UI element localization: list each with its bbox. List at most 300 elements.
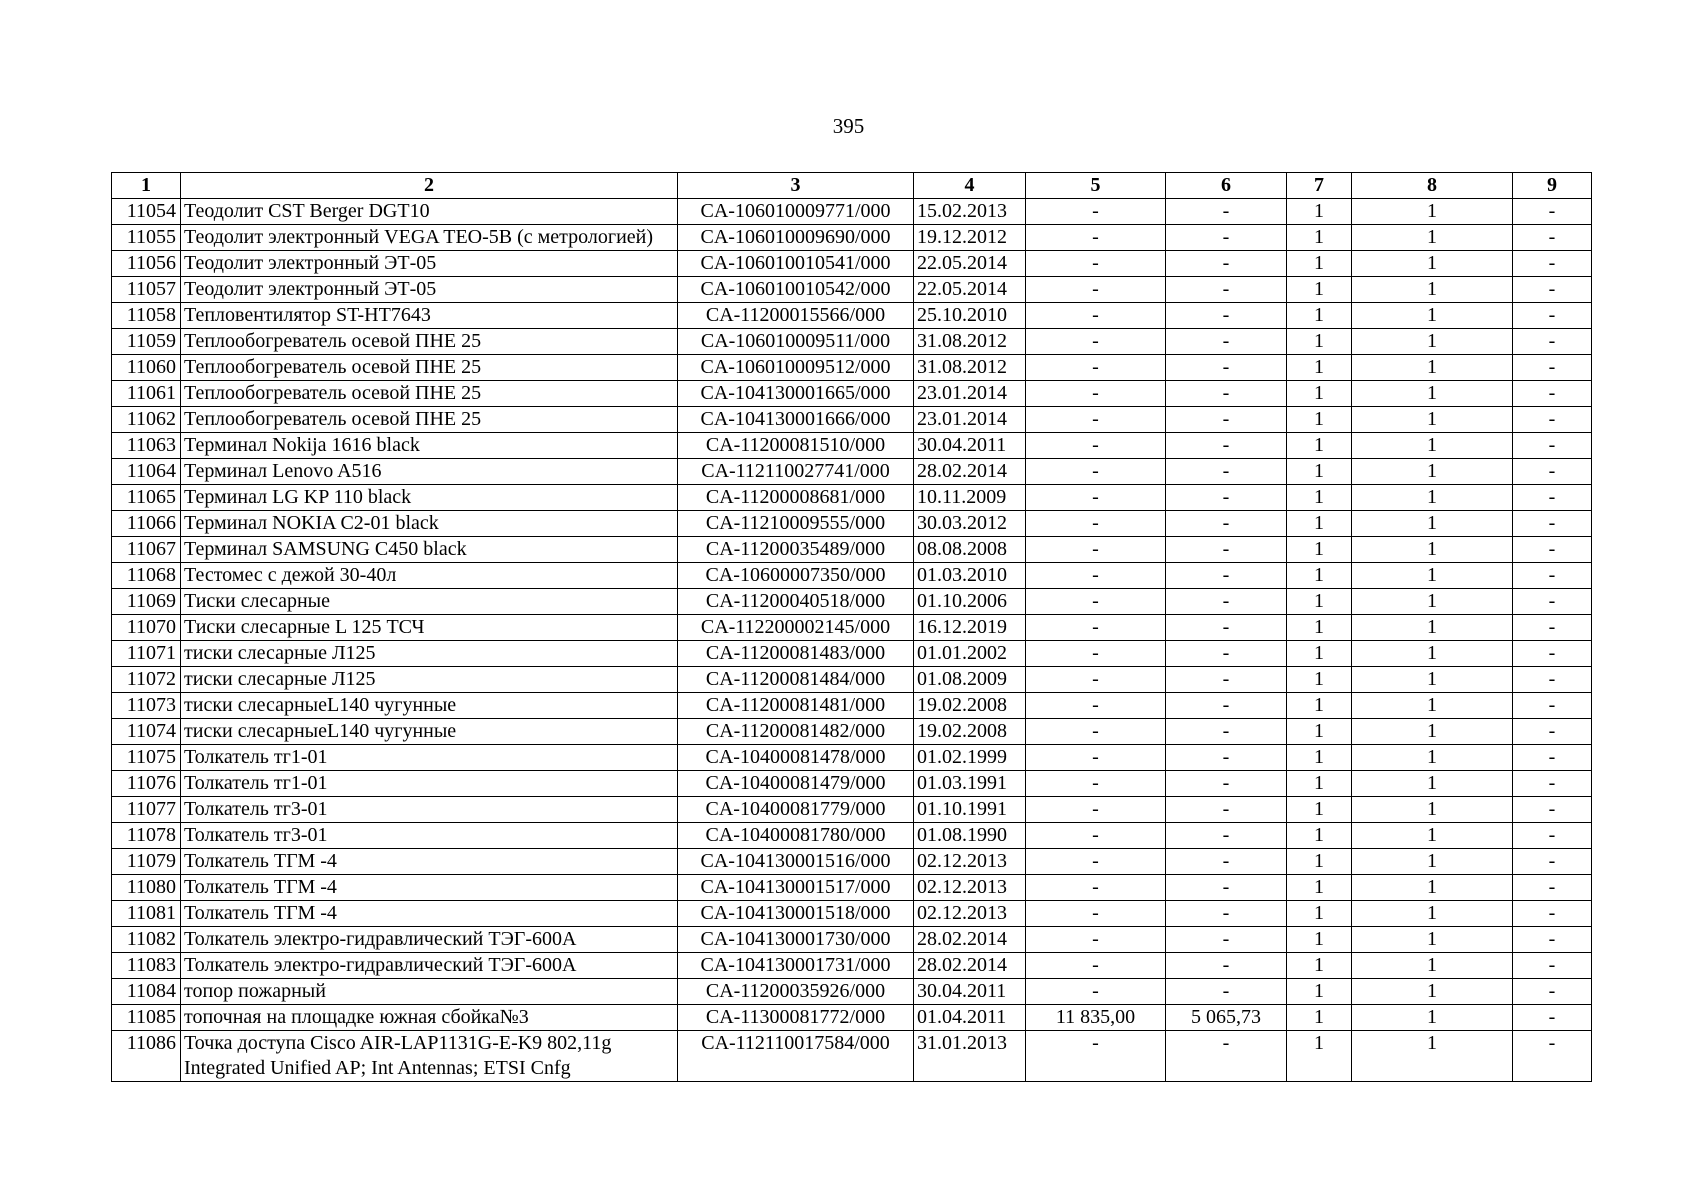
date-cell: 01.10.2006	[914, 589, 1026, 615]
table-row	[112, 823, 1592, 849]
value-cell: -	[1026, 459, 1166, 485]
value-cell: -	[1513, 719, 1592, 745]
value-cell: -	[1026, 511, 1166, 537]
value-cell: -	[1166, 303, 1287, 329]
quantity-cell: 1	[1352, 797, 1513, 823]
value-cell: -	[1026, 277, 1166, 303]
quantity-cell: 1	[1352, 511, 1513, 537]
inventory-code-cell: CA-104130001731/000	[678, 953, 914, 979]
inventory-code-cell: CA-11200015566/000	[678, 303, 914, 329]
quantity-cell: 1	[1352, 719, 1513, 745]
quantity-cell: 1	[1352, 537, 1513, 563]
quantity-cell: 1	[1352, 563, 1513, 589]
date-cell: 28.02.2014	[914, 927, 1026, 953]
value-cell: -	[1166, 693, 1287, 719]
quantity-cell: 1	[1287, 381, 1352, 407]
inventory-code-cell: CA-11200008681/000	[678, 485, 914, 511]
value-cell: -	[1166, 381, 1287, 407]
value-cell: -	[1026, 745, 1166, 771]
row-number-cell: 11076	[112, 771, 181, 797]
value-cell: -	[1513, 459, 1592, 485]
quantity-cell: 1	[1287, 485, 1352, 511]
quantity-cell: 1	[1287, 849, 1352, 875]
date-cell: 19.02.2008	[914, 719, 1026, 745]
date-cell: 30.04.2011	[914, 433, 1026, 459]
inventory-code-cell: CA-10400081780/000	[678, 823, 914, 849]
value-cell: -	[1166, 615, 1287, 641]
inventory-code-cell: CA-106010010542/000	[678, 277, 914, 303]
table-row	[112, 459, 1592, 485]
value-cell: -	[1026, 849, 1166, 875]
value-cell: -	[1166, 979, 1287, 1005]
date-cell: 23.01.2014	[914, 381, 1026, 407]
value-cell: -	[1026, 615, 1166, 641]
value-cell: -	[1166, 719, 1287, 745]
item-name-cell: Толкатель электро-гидравлический ТЭГ-600А	[181, 953, 678, 979]
row-number-cell: 11074	[112, 719, 181, 745]
item-name-cell: Терминал Nokija 1616 black	[181, 433, 678, 459]
inventory-code-cell: CA-112110027741/000	[678, 459, 914, 485]
date-cell: 08.08.2008	[914, 537, 1026, 563]
row-number-cell: 11086	[112, 1031, 181, 1082]
table-row	[112, 667, 1592, 693]
value-cell: -	[1026, 199, 1166, 225]
row-number-cell: 11063	[112, 433, 181, 459]
value-cell: -	[1513, 875, 1592, 901]
inventory-code-cell: CA-104130001518/000	[678, 901, 914, 927]
inventory-code-cell: CA-11200040518/000	[678, 589, 914, 615]
row-number-cell: 11067	[112, 537, 181, 563]
table-row	[112, 849, 1592, 875]
item-name-cell: Терминал NOKIA C2-01 black	[181, 511, 678, 537]
item-name-cell: Толкатель тг3-01	[181, 797, 678, 823]
row-number-cell: 11062	[112, 407, 181, 433]
row-number-cell: 11084	[112, 979, 181, 1005]
column-header: 8	[1352, 173, 1513, 199]
row-number-cell: 11057	[112, 277, 181, 303]
value-cell: -	[1026, 927, 1166, 953]
value-cell: -	[1166, 823, 1287, 849]
item-name-cell: Толкатель ТГМ -4	[181, 849, 678, 875]
value-cell: -	[1166, 953, 1287, 979]
inventory-code-cell: CA-112200002145/000	[678, 615, 914, 641]
inventory-code-cell: CA-11300081772/000	[678, 1005, 914, 1031]
inventory-code-cell: CA-11200081510/000	[678, 433, 914, 459]
quantity-cell: 1	[1352, 849, 1513, 875]
quantity-cell: 1	[1352, 459, 1513, 485]
value-cell: -	[1513, 771, 1592, 797]
value-cell: -	[1513, 277, 1592, 303]
page-number: 395	[832, 114, 865, 138]
value-cell: -	[1166, 797, 1287, 823]
value-cell: -	[1513, 667, 1592, 693]
inventory-code-cell: CA-10600007350/000	[678, 563, 914, 589]
value-cell: -	[1026, 407, 1166, 433]
quantity-cell: 1	[1352, 823, 1513, 849]
quantity-cell: 1	[1287, 693, 1352, 719]
value-cell: -	[1513, 641, 1592, 667]
date-cell: 31.08.2012	[914, 329, 1026, 355]
quantity-cell: 1	[1287, 1031, 1352, 1082]
date-cell: 01.10.1991	[914, 797, 1026, 823]
quantity-cell: 1	[1352, 927, 1513, 953]
value-cell: -	[1026, 563, 1166, 589]
value-cell: -	[1166, 407, 1287, 433]
quantity-cell: 1	[1287, 901, 1352, 927]
table-row	[112, 511, 1592, 537]
quantity-cell: 1	[1287, 355, 1352, 381]
row-number-cell: 11072	[112, 667, 181, 693]
value-cell: -	[1513, 1031, 1592, 1082]
value-cell: -	[1026, 1031, 1166, 1082]
column-header: 5	[1026, 173, 1166, 199]
row-number-cell: 11058	[112, 303, 181, 329]
row-number-cell: 11080	[112, 875, 181, 901]
quantity-cell: 1	[1287, 277, 1352, 303]
quantity-cell: 1	[1287, 407, 1352, 433]
value-cell: -	[1513, 849, 1592, 875]
date-cell: 01.03.1991	[914, 771, 1026, 797]
value-cell: -	[1513, 381, 1592, 407]
item-name-cell: Тепловентилятор ST-HT7643	[181, 303, 678, 329]
value-cell: -	[1513, 511, 1592, 537]
table-row	[112, 927, 1592, 953]
row-number-cell: 11085	[112, 1005, 181, 1031]
value-cell: -	[1513, 797, 1592, 823]
quantity-cell: 1	[1287, 433, 1352, 459]
quantity-cell: 1	[1352, 901, 1513, 927]
quantity-cell: 1	[1287, 641, 1352, 667]
date-cell: 22.05.2014	[914, 277, 1026, 303]
item-name-cell: топор пожарный	[181, 979, 678, 1005]
value-cell: -	[1166, 537, 1287, 563]
value-cell: -	[1026, 953, 1166, 979]
date-cell: 02.12.2013	[914, 901, 1026, 927]
value-cell: -	[1166, 875, 1287, 901]
column-header: 9	[1513, 173, 1592, 199]
inventory-code-cell: CA-104130001516/000	[678, 849, 914, 875]
item-name-cell: Толкатель ТГМ -4	[181, 901, 678, 927]
value-cell: -	[1513, 355, 1592, 381]
item-name-cell: Толкатель ТГМ -4	[181, 875, 678, 901]
table-row	[112, 381, 1592, 407]
inventory-code-cell: CA-106010009512/000	[678, 355, 914, 381]
value-cell: -	[1026, 875, 1166, 901]
table-body	[112, 199, 1592, 1082]
quantity-cell: 1	[1352, 875, 1513, 901]
item-name-cell: Теодолит электронный ЭТ-05	[181, 277, 678, 303]
registry-table	[111, 172, 1592, 1082]
value-cell: -	[1026, 771, 1166, 797]
column-header: 3	[678, 173, 914, 199]
quantity-cell: 1	[1287, 875, 1352, 901]
value-cell: -	[1513, 927, 1592, 953]
row-number-cell: 11055	[112, 225, 181, 251]
row-number-cell: 11061	[112, 381, 181, 407]
item-name-cell: Теодолит электронный ЭТ-05	[181, 251, 678, 277]
date-cell: 01.03.2010	[914, 563, 1026, 589]
item-name-cell: Теплообогреватель осевой ПНЕ 25	[181, 381, 678, 407]
item-name-cell: Тестомес с дежой 30-40л	[181, 563, 678, 589]
inventory-code-cell: CA-104130001666/000	[678, 407, 914, 433]
row-number-cell: 11083	[112, 953, 181, 979]
quantity-cell: 1	[1287, 719, 1352, 745]
table-row	[112, 1031, 1592, 1082]
table-row	[112, 251, 1592, 277]
row-number-cell: 11079	[112, 849, 181, 875]
value-cell: -	[1166, 485, 1287, 511]
date-cell: 01.08.1990	[914, 823, 1026, 849]
value-cell: -	[1026, 797, 1166, 823]
inventory-code-cell: CA-10400081479/000	[678, 771, 914, 797]
quantity-cell: 1	[1352, 407, 1513, 433]
quantity-cell: 1	[1352, 979, 1513, 1005]
quantity-cell: 1	[1352, 1005, 1513, 1031]
quantity-cell: 1	[1352, 745, 1513, 771]
table-row	[112, 303, 1592, 329]
item-name-cell: тиски слесарные Л125	[181, 641, 678, 667]
table-row	[112, 225, 1592, 251]
item-name-cell: Терминал SAMSUNG C450 black	[181, 537, 678, 563]
item-name-cell: Теплообогреватель осевой ПНЕ 25	[181, 329, 678, 355]
value-cell: -	[1513, 615, 1592, 641]
column-header: 6	[1166, 173, 1287, 199]
value-cell: -	[1166, 589, 1287, 615]
value-cell: -	[1026, 693, 1166, 719]
item-name-cell: Теодолит CST Berger DGT10	[181, 199, 678, 225]
value-cell: -	[1513, 901, 1592, 927]
value-cell: -	[1026, 485, 1166, 511]
date-cell: 28.02.2014	[914, 953, 1026, 979]
value-cell: -	[1513, 407, 1592, 433]
value-cell: -	[1166, 641, 1287, 667]
item-name-cell: Точка доступа Cisco AIR-LAP1131G-E-K9 802,11g Integrated Unified AP; Int Antennas; ETSI Cnfg	[181, 1031, 678, 1082]
table-row	[112, 745, 1592, 771]
value-cell: -	[1166, 901, 1287, 927]
row-number-cell: 11060	[112, 355, 181, 381]
quantity-cell: 1	[1352, 615, 1513, 641]
value-cell: 5 065,73	[1166, 1005, 1287, 1031]
date-cell: 01.02.1999	[914, 745, 1026, 771]
quantity-cell: 1	[1287, 459, 1352, 485]
value-cell: -	[1166, 667, 1287, 693]
table-row	[112, 277, 1592, 303]
value-cell: -	[1513, 589, 1592, 615]
row-number-cell: 11054	[112, 199, 181, 225]
value-cell: -	[1166, 329, 1287, 355]
quantity-cell: 1	[1287, 537, 1352, 563]
quantity-cell: 1	[1287, 511, 1352, 537]
value-cell: -	[1513, 1005, 1592, 1031]
quantity-cell: 1	[1287, 771, 1352, 797]
quantity-cell: 1	[1287, 225, 1352, 251]
date-cell: 01.01.2002	[914, 641, 1026, 667]
value-cell: -	[1513, 303, 1592, 329]
item-name-cell: Толкатель тг1-01	[181, 771, 678, 797]
row-number-cell: 11064	[112, 459, 181, 485]
item-name-cell: Теодолит электронный VEGA TEO-5B (с метрологией)	[181, 225, 678, 251]
quantity-cell: 1	[1287, 979, 1352, 1005]
inventory-code-cell: CA-10400081779/000	[678, 797, 914, 823]
row-number-cell: 11071	[112, 641, 181, 667]
table-row	[112, 901, 1592, 927]
inventory-code-cell: CA-11210009555/000	[678, 511, 914, 537]
table-row	[112, 537, 1592, 563]
quantity-cell: 1	[1287, 589, 1352, 615]
inventory-code-cell: CA-11200081482/000	[678, 719, 914, 745]
date-cell: 16.12.2019	[914, 615, 1026, 641]
row-number-cell: 11056	[112, 251, 181, 277]
value-cell: -	[1513, 979, 1592, 1005]
inventory-code-cell: CA-104130001665/000	[678, 381, 914, 407]
quantity-cell: 1	[1352, 303, 1513, 329]
date-cell: 30.04.2011	[914, 979, 1026, 1005]
quantity-cell: 1	[1287, 953, 1352, 979]
row-number-cell: 11069	[112, 589, 181, 615]
item-name-cell: тиски слесарныеL140 чугунные	[181, 719, 678, 745]
date-cell: 28.02.2014	[914, 459, 1026, 485]
value-cell: -	[1026, 537, 1166, 563]
column-header: 1	[112, 173, 181, 199]
row-number-cell: 11070	[112, 615, 181, 641]
quantity-cell: 1	[1352, 771, 1513, 797]
table-row	[112, 797, 1592, 823]
value-cell: -	[1166, 745, 1287, 771]
quantity-cell: 1	[1352, 953, 1513, 979]
quantity-cell: 1	[1287, 823, 1352, 849]
quantity-cell: 1	[1287, 797, 1352, 823]
quantity-cell: 1	[1287, 563, 1352, 589]
quantity-cell: 1	[1352, 277, 1513, 303]
quantity-cell: 1	[1352, 251, 1513, 277]
inventory-code-cell: CA-11200081484/000	[678, 667, 914, 693]
value-cell: -	[1166, 355, 1287, 381]
row-number-cell: 11059	[112, 329, 181, 355]
quantity-cell: 1	[1287, 329, 1352, 355]
row-number-cell: 11078	[112, 823, 181, 849]
inventory-code-cell: CA-10400081478/000	[678, 745, 914, 771]
item-name-cell: Терминал LG KP 110 black	[181, 485, 678, 511]
quantity-cell: 1	[1352, 485, 1513, 511]
value-cell: -	[1026, 589, 1166, 615]
quantity-cell: 1	[1352, 381, 1513, 407]
value-cell: -	[1513, 563, 1592, 589]
value-cell: -	[1513, 953, 1592, 979]
value-cell: -	[1166, 251, 1287, 277]
quantity-cell: 1	[1287, 199, 1352, 225]
quantity-cell: 1	[1287, 1005, 1352, 1031]
value-cell: -	[1026, 381, 1166, 407]
value-cell: -	[1513, 823, 1592, 849]
value-cell: -	[1166, 199, 1287, 225]
quantity-cell: 1	[1287, 745, 1352, 771]
row-number-cell: 11082	[112, 927, 181, 953]
inventory-code-cell: CA-112110017584/000	[678, 1031, 914, 1082]
value-cell: -	[1026, 251, 1166, 277]
item-name-cell: тиски слесарные Л125	[181, 667, 678, 693]
quantity-cell: 1	[1352, 355, 1513, 381]
row-number-cell: 11066	[112, 511, 181, 537]
inventory-code-cell: CA-11200081481/000	[678, 693, 914, 719]
inventory-code-cell: CA-106010010541/000	[678, 251, 914, 277]
value-cell: -	[1513, 329, 1592, 355]
value-cell: -	[1026, 719, 1166, 745]
table-row	[112, 719, 1592, 745]
date-cell: 15.02.2013	[914, 199, 1026, 225]
table-row	[112, 953, 1592, 979]
quantity-cell: 1	[1352, 667, 1513, 693]
date-cell: 19.02.2008	[914, 693, 1026, 719]
date-cell: 10.11.2009	[914, 485, 1026, 511]
table-row	[112, 433, 1592, 459]
value-cell: -	[1026, 901, 1166, 927]
item-name-cell: тиски слесарныеL140 чугунные	[181, 693, 678, 719]
row-number-cell: 11073	[112, 693, 181, 719]
value-cell: -	[1026, 225, 1166, 251]
value-cell: -	[1166, 1031, 1287, 1082]
row-number-cell: 11077	[112, 797, 181, 823]
table-row	[112, 693, 1592, 719]
value-cell: -	[1513, 485, 1592, 511]
inventory-code-cell: CA-11200035489/000	[678, 537, 914, 563]
table-row	[112, 771, 1592, 797]
column-header: 7	[1287, 173, 1352, 199]
date-cell: 22.05.2014	[914, 251, 1026, 277]
column-header: 2	[181, 173, 678, 199]
value-cell: -	[1026, 355, 1166, 381]
value-cell: -	[1026, 823, 1166, 849]
value-cell: -	[1166, 771, 1287, 797]
value-cell: -	[1026, 329, 1166, 355]
table-row	[112, 1005, 1592, 1031]
value-cell: -	[1513, 251, 1592, 277]
value-cell: -	[1513, 433, 1592, 459]
table-row	[112, 329, 1592, 355]
value-cell: -	[1166, 511, 1287, 537]
header-row	[112, 173, 1592, 199]
value-cell: -	[1166, 433, 1287, 459]
table-row	[112, 485, 1592, 511]
inventory-code-cell: CA-11200081483/000	[678, 641, 914, 667]
item-name-cell: Толкатель тг1-01	[181, 745, 678, 771]
value-cell: -	[1513, 199, 1592, 225]
item-name-cell: Теплообогреватель осевой ПНЕ 25	[181, 407, 678, 433]
quantity-cell: 1	[1352, 1031, 1513, 1082]
table-row	[112, 641, 1592, 667]
row-number-cell: 11081	[112, 901, 181, 927]
quantity-cell: 1	[1352, 329, 1513, 355]
column-header: 4	[914, 173, 1026, 199]
inventory-code-cell: CA-104130001517/000	[678, 875, 914, 901]
row-number-cell: 11065	[112, 485, 181, 511]
item-name-cell: топочная на площадке южная сбойка№3	[181, 1005, 678, 1031]
item-name-cell: Тиски слесарные	[181, 589, 678, 615]
value-cell: -	[1026, 303, 1166, 329]
row-number-cell: 11068	[112, 563, 181, 589]
quantity-cell: 1	[1352, 199, 1513, 225]
value-cell: -	[1166, 927, 1287, 953]
value-cell: -	[1166, 225, 1287, 251]
table-row	[112, 563, 1592, 589]
table-row	[112, 875, 1592, 901]
table-row	[112, 355, 1592, 381]
item-name-cell: Тиски слесарные L 125 ТСЧ	[181, 615, 678, 641]
date-cell: 02.12.2013	[914, 849, 1026, 875]
inventory-code-cell: CA-106010009690/000	[678, 225, 914, 251]
quantity-cell: 1	[1352, 641, 1513, 667]
table-row	[112, 589, 1592, 615]
quantity-cell: 1	[1352, 225, 1513, 251]
